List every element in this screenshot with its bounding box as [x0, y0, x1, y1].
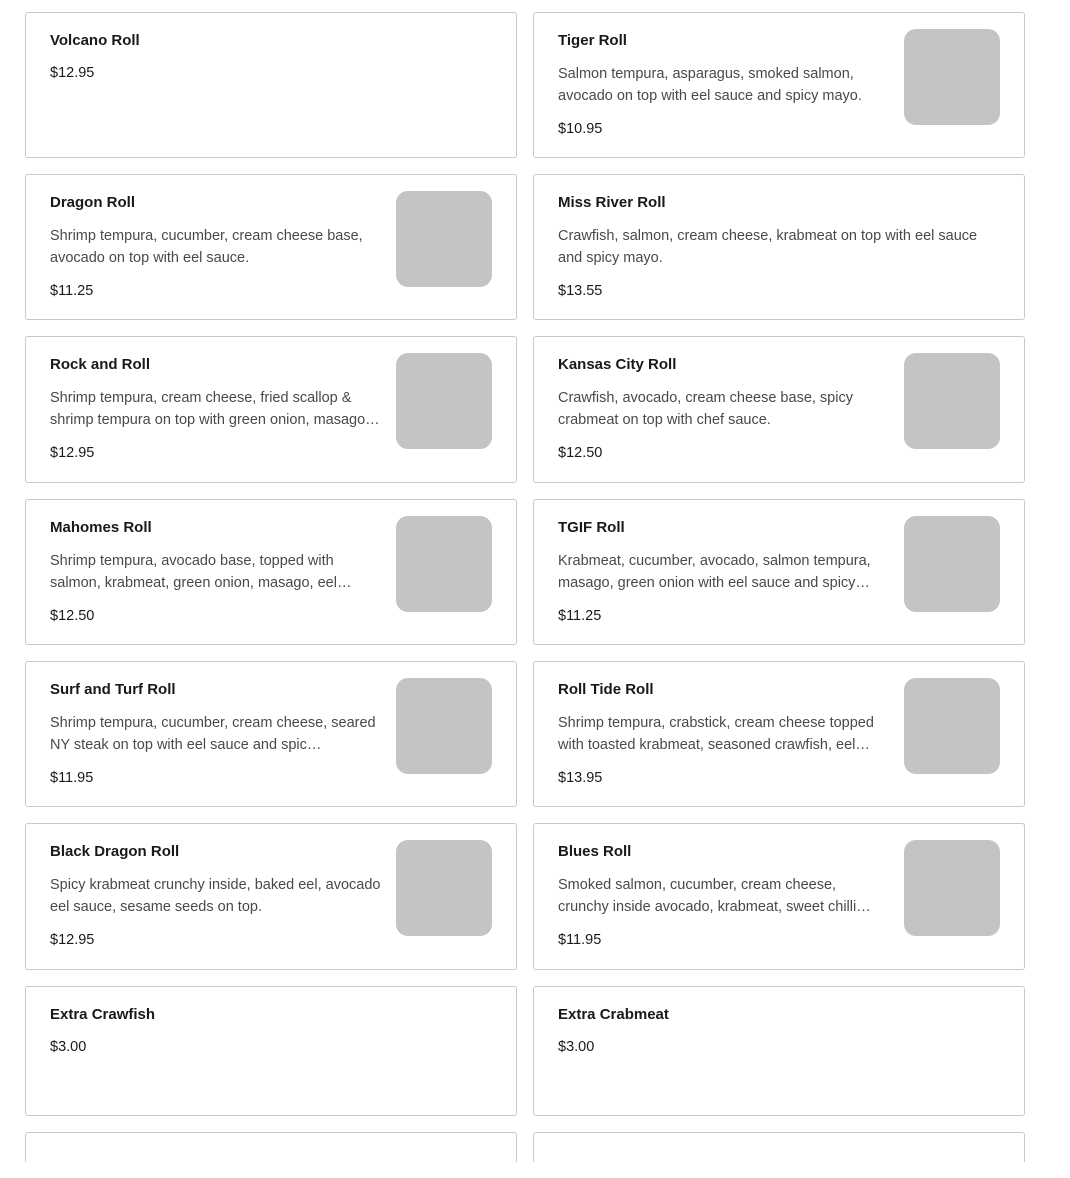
item-price: $11.95 [558, 932, 602, 948]
item-price: $12.50 [50, 608, 95, 624]
menu-item-card[interactable] [533, 661, 1025, 807]
item-price: $11.25 [558, 608, 602, 624]
item-description: Krabmeat, cucumber, avocado, salmon tempura, masago, green onion with eel sauce and spicy… [558, 553, 871, 591]
menu-item-card[interactable] [25, 12, 517, 158]
menu-item-card[interactable] [533, 823, 1025, 970]
item-image-placeholder [904, 840, 1000, 936]
menu-item-card[interactable] [533, 336, 1025, 483]
menu-grid [25, 12, 1025, 1178]
item-image-placeholder [904, 29, 1000, 125]
item-price: $12.95 [50, 445, 95, 461]
menu-item-card-partial[interactable] [25, 1132, 517, 1162]
item-description: Crawfish, avocado, cream cheese base, spicy crabmeat on top with chef sauce. [558, 390, 853, 428]
item-name: TGIF Roll [558, 519, 625, 536]
item-image-placeholder [396, 840, 492, 936]
item-price: $12.50 [558, 445, 603, 461]
menu-item-card[interactable] [25, 986, 517, 1116]
item-description: Shrimp tempura, cream cheese, fried scallop & shrimp tempura on top with green onion, masago… [50, 390, 380, 428]
item-description: Shrimp tempura, cucumber, cream cheese base, avocado on top with eel sauce. [50, 228, 363, 266]
item-price: $11.95 [50, 770, 94, 786]
item-description: Smoked salmon, cucumber, cream cheese, crunchy inside avocado, krabmeat, sweet chilli… [558, 877, 871, 915]
item-name: Miss River Roll [558, 194, 666, 211]
item-name: Black Dragon Roll [50, 843, 180, 860]
menu-item-card[interactable] [25, 661, 517, 807]
item-price: $3.00 [558, 1039, 595, 1055]
menu-item-card[interactable] [25, 174, 517, 320]
item-price: $13.55 [558, 283, 603, 299]
item-name: Mahomes Roll [50, 519, 152, 536]
item-name: Blues Roll [558, 843, 632, 860]
item-description: Crawfish, salmon, cream cheese, krabmeat on top with eel sauce and spicy mayo. [558, 228, 978, 266]
item-image-placeholder [396, 353, 492, 449]
item-image-placeholder [396, 678, 492, 774]
menu-item-card[interactable] [533, 12, 1025, 158]
item-name: Roll Tide Roll [558, 681, 654, 698]
menu-item-card[interactable] [533, 499, 1025, 645]
item-price: $3.00 [50, 1039, 87, 1055]
item-name: Tiger Roll [558, 32, 627, 49]
item-description: Shrimp tempura, avocado base, topped with salmon, krabmeat, green onion, masago, eel… [50, 553, 352, 591]
menu-item-card[interactable] [25, 336, 517, 483]
menu-item-card[interactable] [533, 986, 1025, 1116]
menu-item-card-partial[interactable] [533, 1132, 1025, 1162]
item-price: $11.25 [50, 283, 94, 299]
item-name: Extra Crawfish [50, 1006, 156, 1023]
item-image-placeholder [396, 516, 492, 612]
item-name: Extra Crabmeat [558, 1006, 669, 1023]
item-image-placeholder [904, 678, 1000, 774]
item-name: Dragon Roll [50, 194, 135, 211]
item-name: Volcano Roll [50, 32, 140, 49]
item-price: $12.95 [50, 932, 95, 948]
item-price: $12.95 [50, 65, 95, 81]
item-image-placeholder [396, 191, 492, 287]
item-price: $13.95 [558, 770, 603, 786]
item-name: Rock and Roll [50, 356, 151, 373]
item-price: $10.95 [558, 121, 603, 137]
item-description: Shrimp tempura, cucumber, cream cheese, seared NY steak on top with eel sauce and spic… [50, 715, 376, 753]
item-name: Surf and Turf Roll [50, 681, 176, 698]
item-image-placeholder [904, 516, 1000, 612]
menu-item-card[interactable] [533, 174, 1025, 320]
menu-item-card[interactable] [25, 823, 517, 970]
item-description: Spicy krabmeat crunchy inside, baked eel, avocado eel sauce, sesame seeds on top. [50, 877, 381, 915]
item-description: Salmon tempura, asparagus, smoked salmon, avocado on top with eel sauce and spicy mayo. [558, 66, 862, 104]
item-image-placeholder [904, 353, 1000, 449]
menu-item-card[interactable] [25, 499, 517, 645]
item-name: Kansas City Roll [558, 356, 677, 373]
item-description: Shrimp tempura, crabstick, cream cheese topped with toasted krabmeat, seasoned crawfish, eel… [558, 715, 874, 753]
